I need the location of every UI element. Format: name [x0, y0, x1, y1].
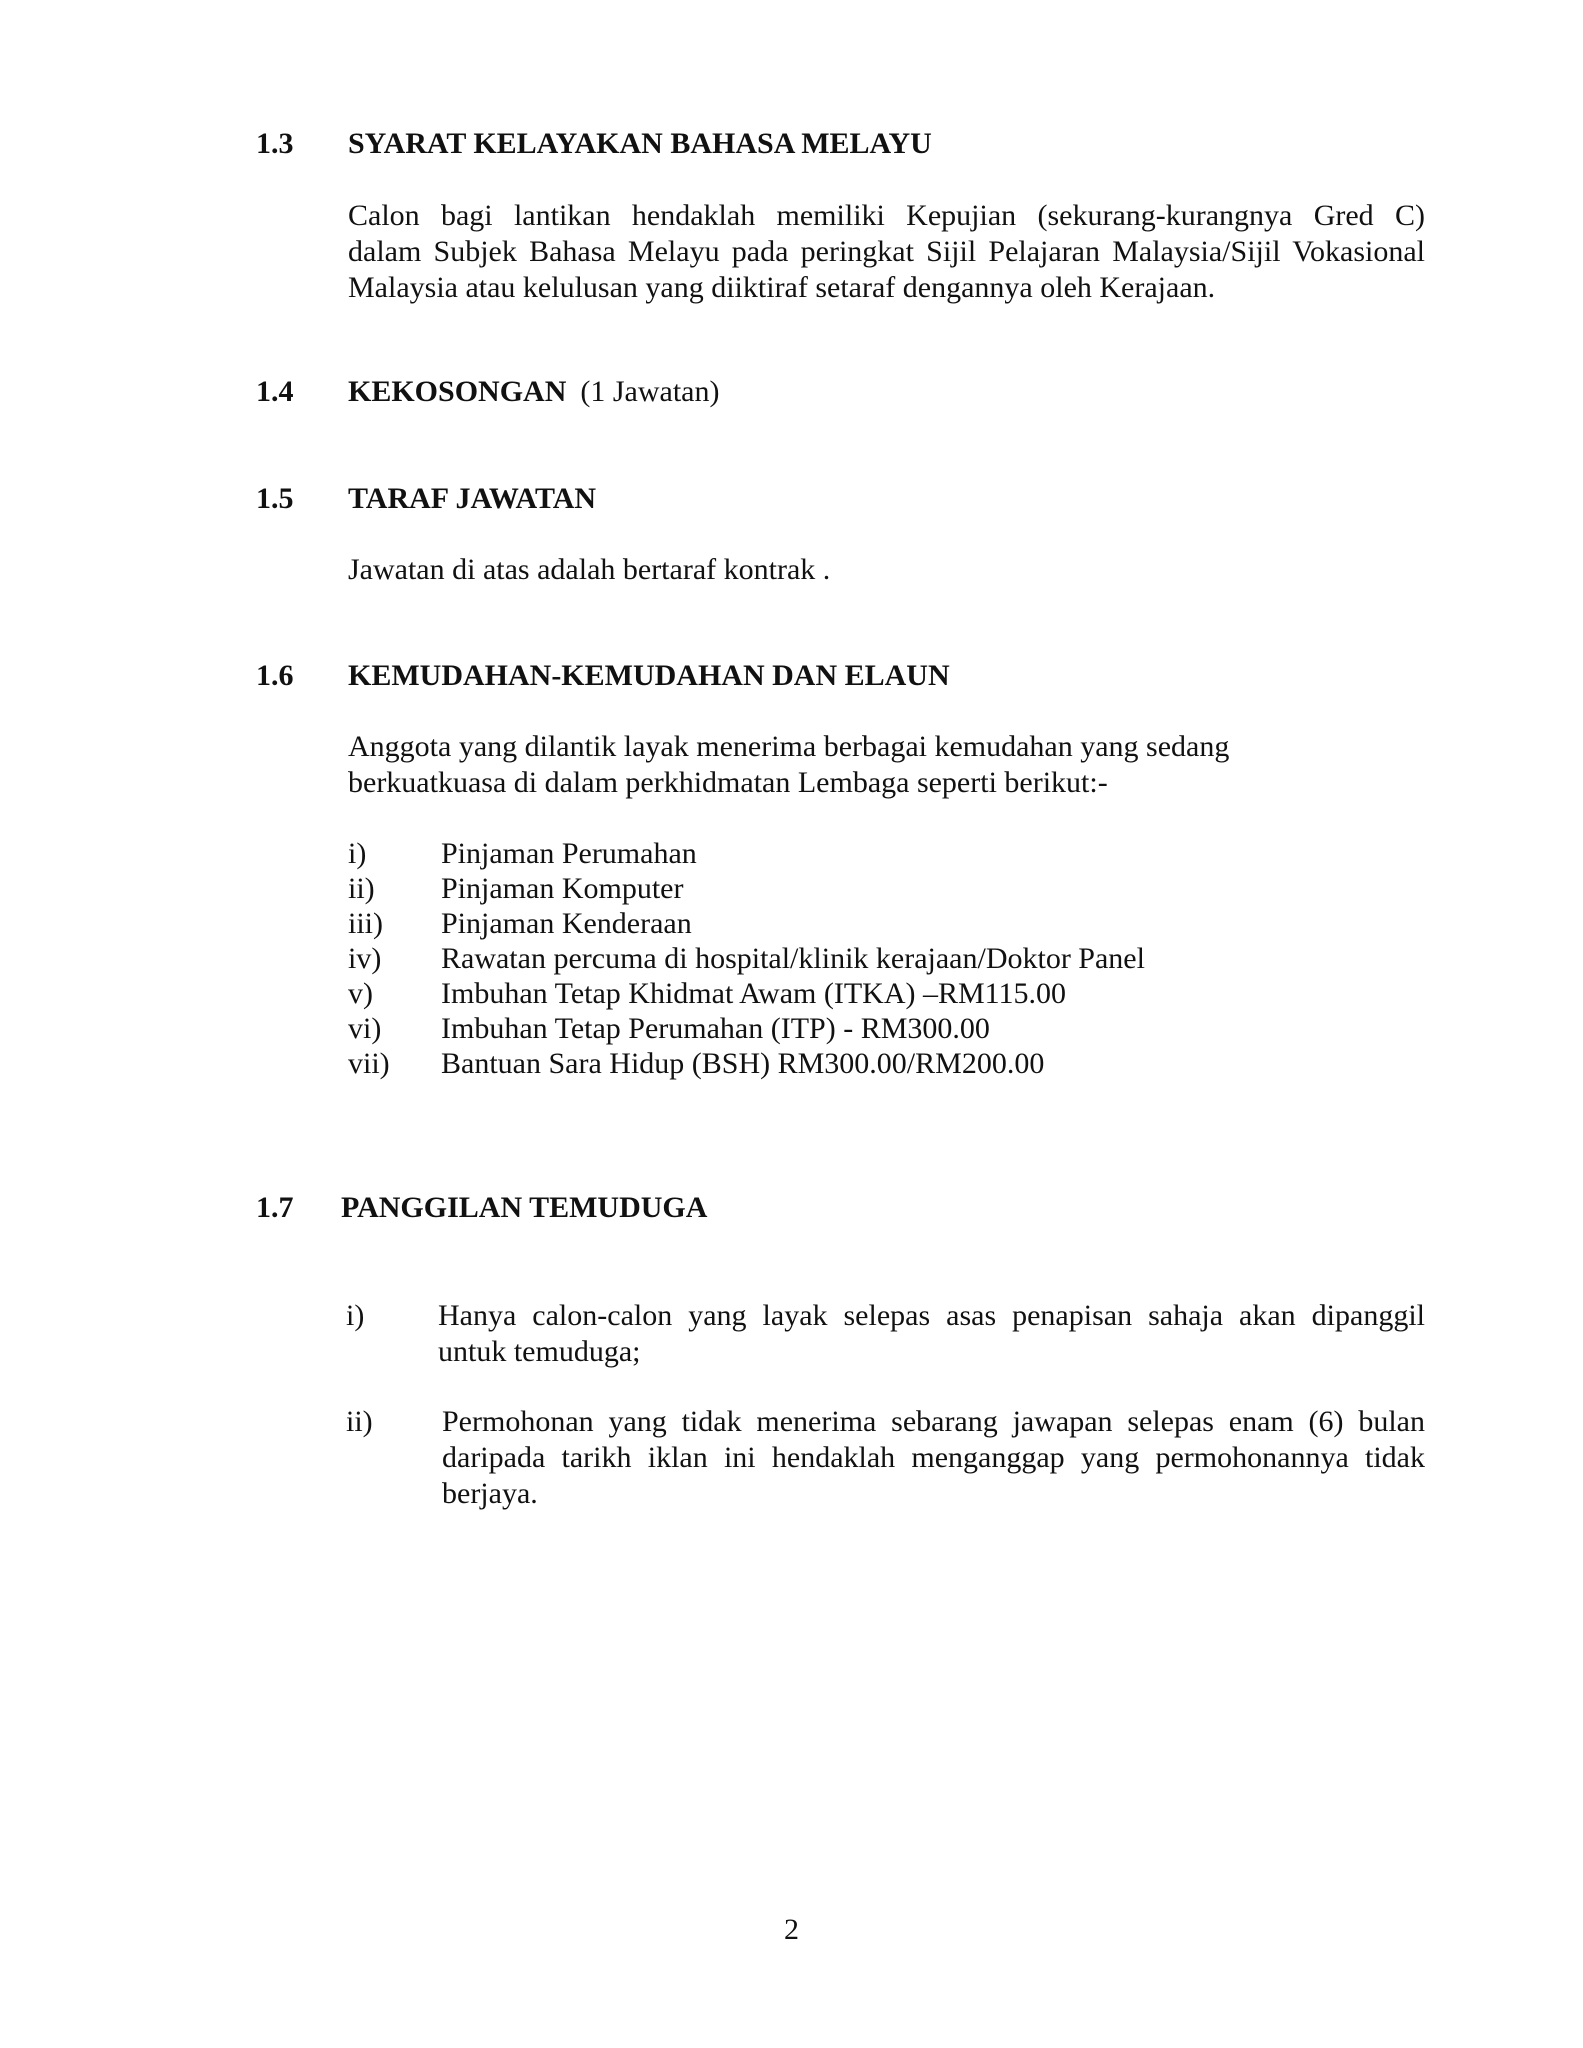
- body-line: untuk temuduga;: [438, 1335, 641, 1368]
- section-heading-text: KEKOSONGAN: [348, 375, 567, 408]
- vacancy-count: (1 Jawatan): [580, 375, 720, 408]
- list-item: Rawatan percuma di hospital/klinik kerajaan/Doktor Panel: [441, 942, 1145, 975]
- list-item-number: iv): [348, 942, 382, 975]
- list-item: [442, 1404, 1425, 1512]
- section-heading-1-5: TARAF JAWATAN: [348, 482, 597, 515]
- body-line: Hanya calon-calon yang layak selepas asas penapisan sahaja akan dipanggil: [438, 1299, 1425, 1332]
- body-line: Anggota yang dilantik layak menerima berbagai kemudahan yang sedang: [348, 730, 1230, 763]
- list-item: Pinjaman Kenderaan: [441, 907, 692, 940]
- section-heading-1-4: [348, 374, 719, 410]
- section-body-1-5: Jawatan di atas adalah bertaraf kontrak .: [348, 553, 831, 586]
- list-item-number: ii): [346, 1405, 373, 1438]
- body-line: dalam Subjek Bahasa Melayu pada peringkat Sijil Pelajaran Malaysia/Sijil Vokasional: [348, 235, 1425, 268]
- list-item: [438, 1298, 1425, 1370]
- list-item-number: iii): [348, 907, 383, 940]
- section-heading-1-3: SYARAT KELAYAKAN BAHASA MELAYU: [348, 127, 932, 160]
- body-line: Malaysia atau kelulusan yang diiktiraf setaraf dengannya oleh Kerajaan.: [348, 271, 1216, 304]
- list-item: Pinjaman Komputer: [441, 872, 684, 905]
- list-item-number: i): [348, 837, 367, 870]
- body-line: berjaya.: [442, 1477, 538, 1510]
- list-item: Pinjaman Perumahan: [441, 837, 697, 870]
- section-number-1-4: 1.4: [256, 375, 294, 408]
- page-number: 2: [784, 1913, 799, 1946]
- body-line: Calon bagi lantikan hendaklah memiliki Kepujian (sekurang-kurangnya Gred C): [348, 199, 1425, 232]
- section-number-1-5: 1.5: [256, 482, 294, 515]
- list-item-number: vii): [348, 1047, 390, 1080]
- section-heading-1-7: PANGGILAN TEMUDUGA: [341, 1191, 708, 1224]
- body-line: berkuatkuasa di dalam perkhidmatan Lembaga seperti berikut:-: [348, 766, 1108, 799]
- list-item-number: ii): [348, 872, 375, 905]
- body-line: Permohonan yang tidak menerima sebarang jawapan selepas enam (6) bulan: [442, 1405, 1425, 1438]
- section-heading-1-6: KEMUDAHAN-KEMUDAHAN DAN ELAUN: [348, 659, 950, 692]
- list-item: Bantuan Sara Hidup (BSH) RM300.00/RM200.00: [441, 1047, 1045, 1080]
- list-item-number: vi): [348, 1012, 382, 1045]
- section-number-1-6: 1.6: [256, 659, 294, 692]
- list-item: Imbuhan Tetap Perumahan (ITP) - RM300.00: [441, 1012, 990, 1045]
- section-body-1-6: [348, 729, 1425, 801]
- section-number-1-3: 1.3: [256, 127, 294, 160]
- body-line: daripada tarikh iklan ini hendaklah menganggap yang permohonannya tidak: [442, 1441, 1425, 1474]
- list-item-number: v): [348, 977, 373, 1010]
- section-number-1-7: 1.7: [256, 1191, 294, 1224]
- list-item-number: i): [346, 1299, 365, 1332]
- list-item: Imbuhan Tetap Khidmat Awam (ITKA) –RM115.00: [441, 977, 1067, 1010]
- section-body-1-3: [348, 198, 1425, 306]
